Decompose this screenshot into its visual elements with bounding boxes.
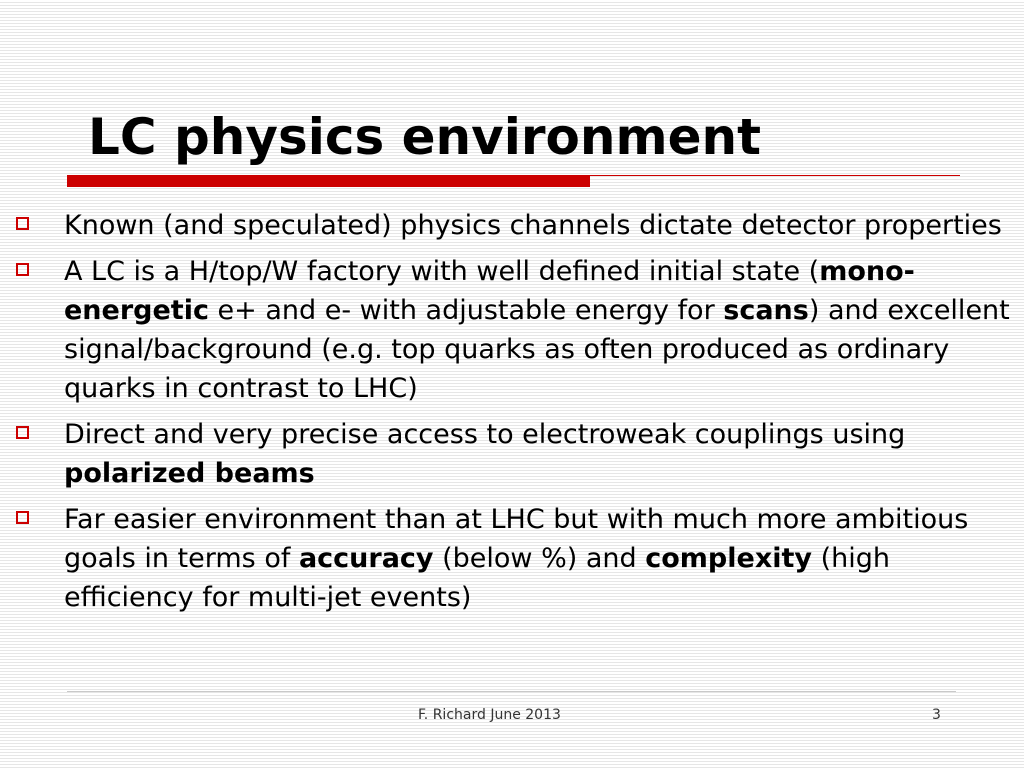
bullet-list xyxy=(14,206,1014,624)
bullet-text: e+ and e- with adjustable energy for xyxy=(208,295,724,326)
bullet-text: Far easier environment than at LHC but with much more ambitious goals in terms of xyxy=(64,504,969,574)
hollow-square-bullet-icon xyxy=(16,511,29,524)
hollow-square-bullet-icon xyxy=(16,217,29,230)
bullet-text: (below %) and xyxy=(433,543,646,574)
bullet-emphasis: polarized beams xyxy=(64,458,315,489)
slide-title: LC physics environment xyxy=(88,108,761,166)
page-number: 3 xyxy=(932,707,941,723)
footer-divider xyxy=(67,691,956,692)
bullet-emphasis: complexity xyxy=(645,543,812,574)
bullet-item xyxy=(14,252,1014,408)
title-underline-rule xyxy=(590,175,960,176)
hollow-square-bullet-icon xyxy=(16,263,29,276)
bullet-emphasis: scans xyxy=(723,295,809,326)
bullet-emphasis: mono-energetic xyxy=(64,256,915,326)
title-underline-bar xyxy=(67,175,590,187)
bullet-text: (high efficiency for multi-jet events) xyxy=(64,543,890,613)
bullet-text: ) and excellent signal/background (e.g. top quarks as often produced as ordinary quarks in contrast to LHC) xyxy=(64,295,1010,404)
bullet-item xyxy=(14,206,1014,245)
bullet-emphasis: accuracy xyxy=(298,543,434,574)
bullet-text: Known (and speculated) physics channels dictate detector properties xyxy=(64,210,1002,241)
bullet-item xyxy=(14,415,1014,493)
bullet-item xyxy=(14,500,1014,617)
footer-author-date: F. Richard June 2013 xyxy=(418,707,561,723)
bullet-text: Direct and very precise access to electroweak couplings using xyxy=(64,419,906,450)
hollow-square-bullet-icon xyxy=(16,426,29,439)
bullet-text: A LC is a H/top/W factory with well defined initial state ( xyxy=(64,256,820,287)
